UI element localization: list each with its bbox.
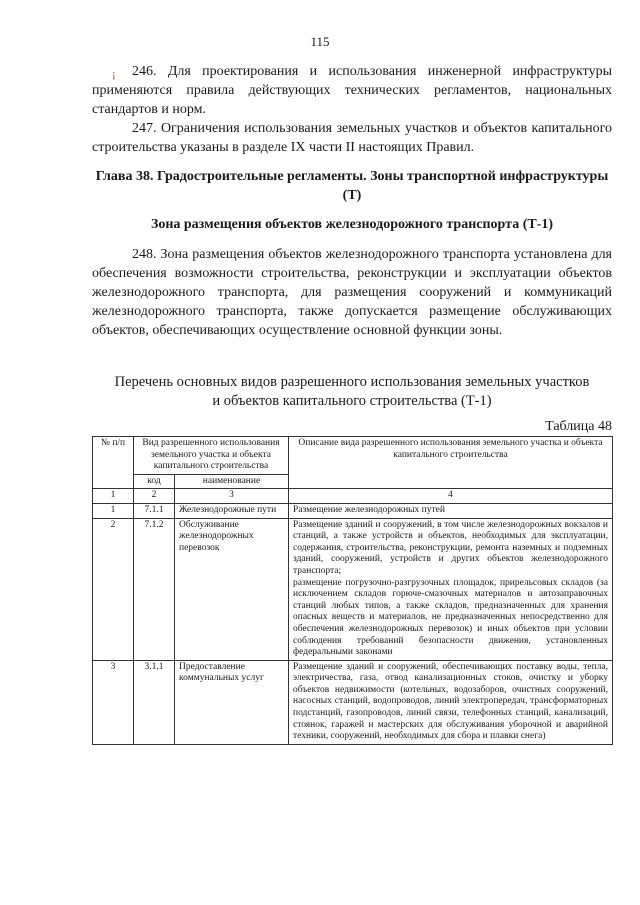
table-caption: Таблица 48 [545,419,612,434]
header-description: Описание вида разрешенного использования земельного участка и объекта капитального строительства [289,437,613,489]
row-name: Предоставление коммунальных услуг [175,660,289,744]
chapter-heading: Глава 38. Градостроительные регламенты. Зоны транспортной инфраструктуры (Т) [95,169,609,203]
row-code: 3.1.1 [134,660,175,744]
list-title-line-2: и объектов капитального строительства (Т-1) [212,393,492,409]
row-number: 3 [93,660,134,744]
column-number: 2 [134,489,175,504]
table-header-row [93,437,613,475]
row-number: 2 [93,518,134,660]
column-number: 1 [93,489,134,504]
header-code: код [134,474,175,489]
row-description: Размещение железнодорожных путей [289,503,613,518]
column-number: 3 [175,489,289,504]
table-row [93,503,613,518]
row-description [289,518,613,660]
page-number: 115 [310,34,330,49]
zone-heading: Зона размещения объектов железнодорожного транспорта (Т-1) [150,217,554,232]
list-title-line-1: Перечень основных видов разрешенного использования земельных участков [114,374,590,390]
table-row [93,660,613,744]
row-name: Железнодорожные пути [175,503,289,518]
header-name: наименование [175,474,289,489]
table-row [93,518,613,660]
row-code: 7.1.2 [134,518,175,660]
margin-mark: ¡ [112,68,116,80]
row-description-part-2: размещение погрузочно-разгрузочных площадок, прирельсовых складов (за исключением складов горюче-смазочных материалов и автозаправочных станций любых типов, а также складов, предназначенных для хранения опасных веществ и материалов, не предназначенных непосредственно для обеспечения железнодорожных перевозок) и иных объектов при условии соблюдения требований безопасности движения, установленных федеральными законами [293,577,608,658]
permitted-use-table [92,436,613,745]
header-kind: Вид разрешенного использования земельного участка и объекта капитального строительства [134,437,289,475]
paragraph-246: 246. Для проектирования и использования инженерной инфраструктуры применяются правила действующих технических регламентов, национальных стандартов и норм. [92,64,612,117]
row-name: Обслуживание железнодорожных перевозок [175,518,289,660]
row-description: Размещение зданий и сооружений, обеспечивающих поставку воды, тепла, электричества, газа, отвод канализационных стоков, очистку и уборку объектов недвижимости (котельных, водозаборов, очистных сооружений, насосных станций, водопроводов, линий электропередач, трансформаторных подстанций, газопроводов, линий связи, телефонных станций, канализаций, стоянок, гаражей и мастерских для обслуживания уборочной и аварийной техники, сооружений, необходимых для сбора и плавки снега) [289,660,613,744]
row-code: 7.1.1 [134,503,175,518]
paragraph-248: 248. Зона размещения объектов железнодорожного транспорта установлена для обеспечения возможности строительства, реконструкции и эксплуатации объектов железнодорожного транспорта, для размещения сооружений и коммуникаций железнодорожного транспорта, также допускается размещение обслуживающих объектов, обеспечивающих осуществление основной функции зоны. [92,247,612,338]
row-description-part-1: Размещение зданий и сооружений, в том числе железнодорожных вокзалов и станций, а также устройств и объектов, необходимых для эксплуатации, содержания, строительства, реконструкции, ремонта наземных и подземных зданий, сооружений, устройств и других объектов железнодорожного транспорта; [293,519,608,576]
row-number: 1 [93,503,134,518]
column-number-row [93,489,613,504]
column-number: 4 [289,489,613,504]
header-num: № п/п [93,437,134,489]
list-title [92,373,612,411]
paragraph-247: 247. Ограничения использования земельных участков и объектов капитального строительства указаны в разделе IX части II настоящих Правил. [92,121,612,155]
